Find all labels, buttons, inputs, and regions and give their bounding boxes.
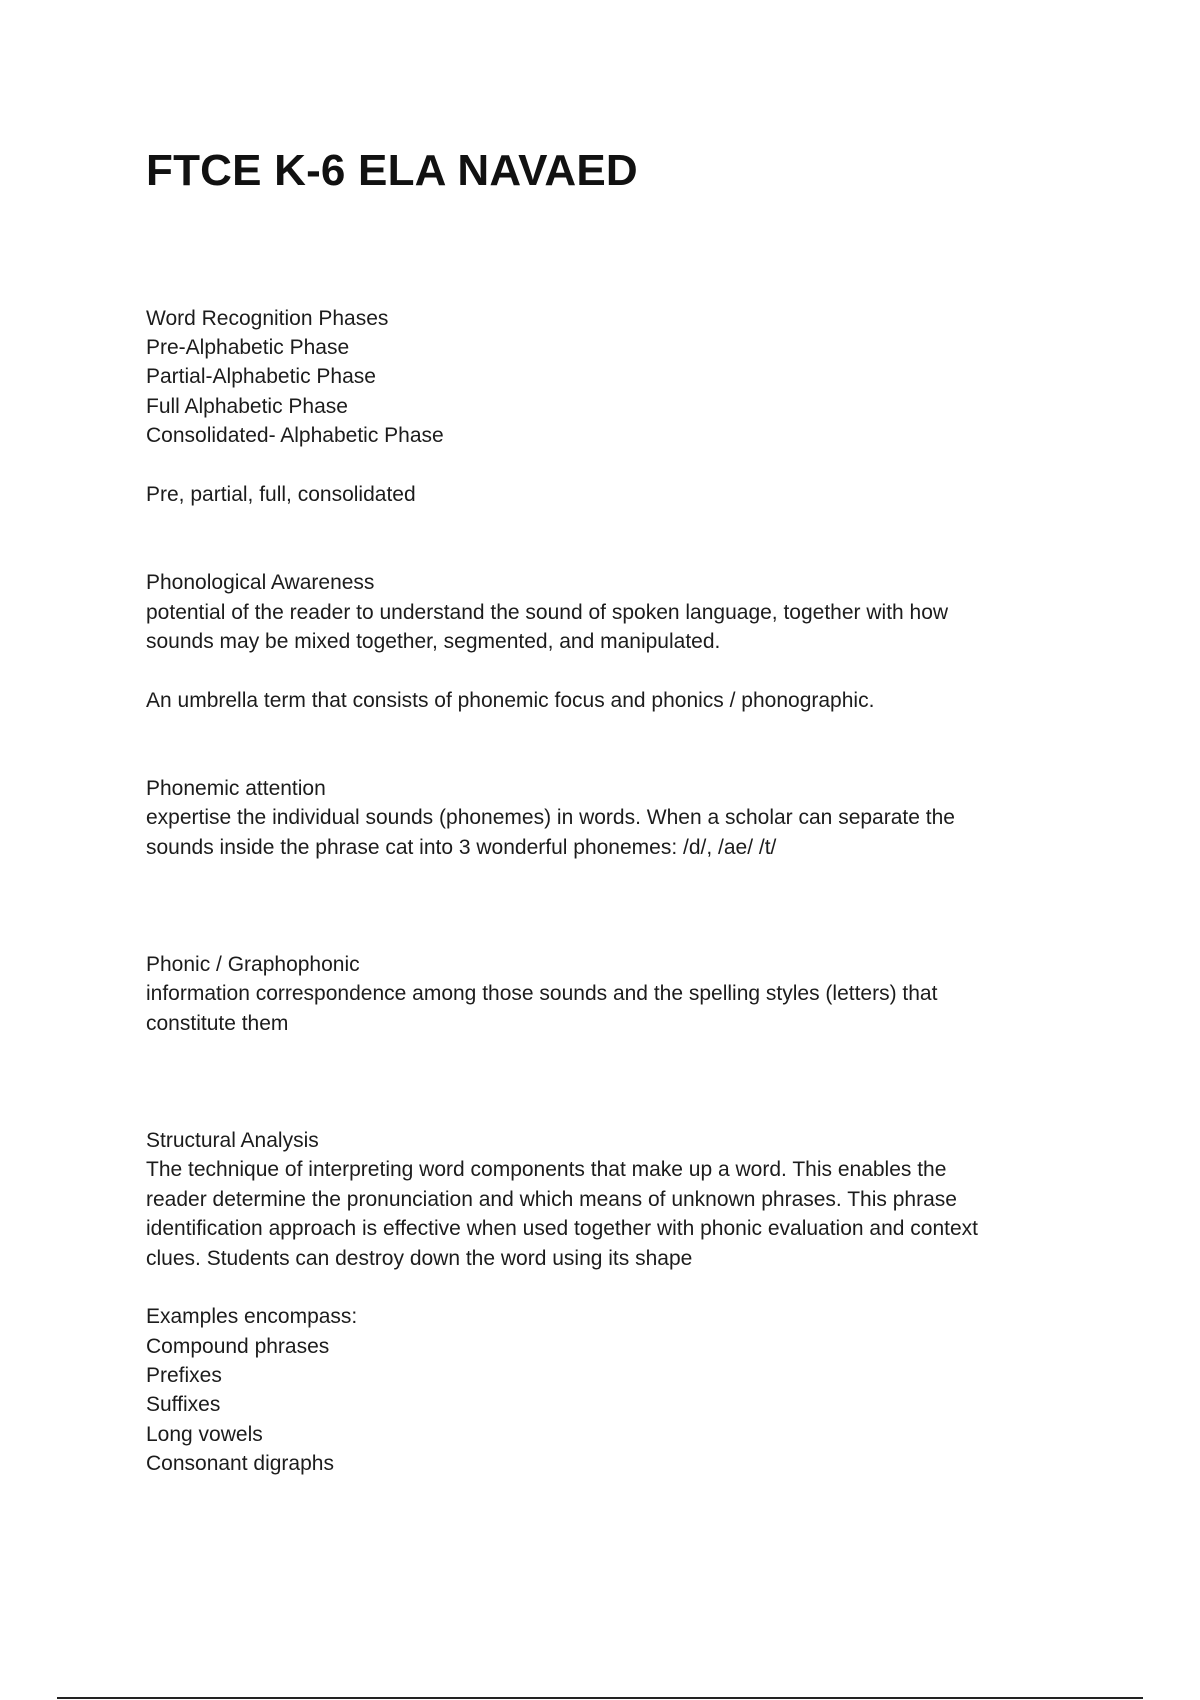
paragraph-line: reader determine the pronunciation and which means of unknown phrases. This phrase <box>146 1188 957 1211</box>
document-title: FTCE K-6 ELA NAVAED <box>146 146 638 195</box>
list-item: Pre-Alphabetic Phase <box>146 336 350 359</box>
examples-label: Examples encompass: <box>146 1305 358 1328</box>
section-heading: Phonemic attention <box>146 777 326 800</box>
paragraph-line: expertise the individual sounds (phonemes) in words. When a scholar can separate the <box>146 806 955 829</box>
paragraph-line: clues. Students can destroy down the word using its shape <box>146 1247 693 1270</box>
paragraph-line: sounds may be mixed together, segmented, and manipulated. <box>146 630 721 653</box>
paragraph-line: sounds inside the phrase cat into 3 wonderful phonemes: /d/, /ae/ /t/ <box>146 836 777 859</box>
paragraph-line: potential of the reader to understand the sound of spoken language, together with how <box>146 601 949 624</box>
list-item: Consonant digraphs <box>146 1452 334 1475</box>
section-heading: Word Recognition Phases <box>146 307 389 330</box>
list-item: Full Alphabetic Phase <box>146 395 348 418</box>
paragraph-line: identification approach is effective when used together with phonic evaluation and context <box>146 1217 978 1240</box>
list-item: Partial-Alphabetic Phase <box>146 365 376 388</box>
section-heading: Phonic / Graphophonic <box>146 953 360 976</box>
paragraph-line: constitute them <box>146 1012 289 1035</box>
section-note: An umbrella term that consists of phonemic focus and phonics / phonographic. <box>146 689 875 712</box>
page-divider <box>57 1697 1143 1699</box>
list-item: Prefixes <box>146 1364 222 1387</box>
list-item: Consolidated- Alphabetic Phase <box>146 424 444 447</box>
list-item: Suffixes <box>146 1393 221 1416</box>
section-note: Pre, partial, full, consolidated <box>146 483 416 506</box>
section-heading: Structural Analysis <box>146 1129 319 1152</box>
list-item: Long vowels <box>146 1423 263 1446</box>
paragraph-line: information correspondence among those sounds and the spelling styles (letters) that <box>146 982 938 1005</box>
paragraph-line: The technique of interpreting word components that make up a word. This enables the <box>146 1158 947 1181</box>
list-item: Compound phrases <box>146 1335 330 1358</box>
section-heading: Phonological Awareness <box>146 571 375 594</box>
